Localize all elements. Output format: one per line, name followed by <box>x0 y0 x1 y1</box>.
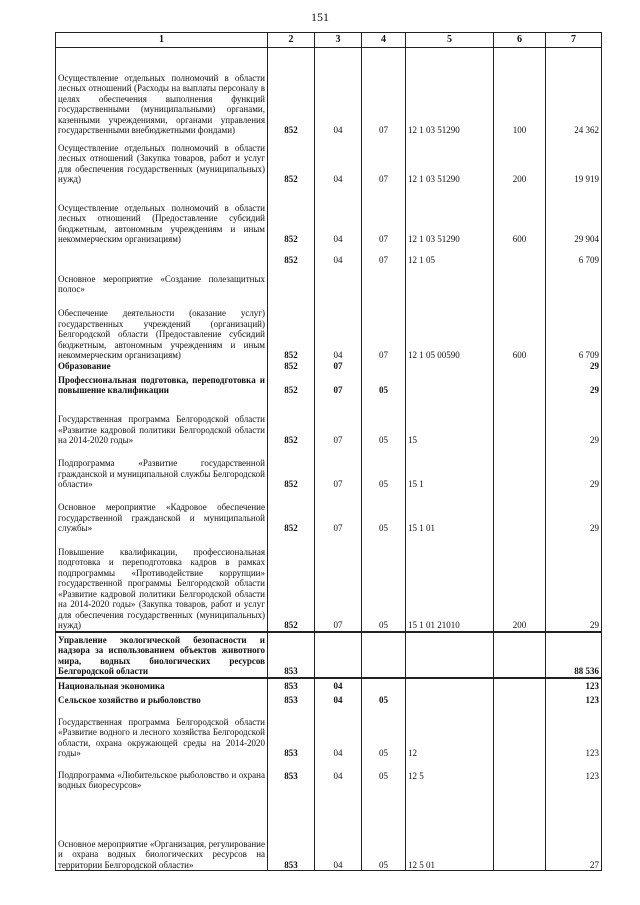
cell-rz: 04 <box>315 185 362 245</box>
cell-ved: 853 <box>268 759 315 791</box>
cell-sum: 29 904 <box>546 185 602 245</box>
cell-ved: 852 <box>268 245 315 295</box>
row-description <box>56 295 268 361</box>
row-description <box>56 791 268 871</box>
cell-sum: 29 <box>546 534 602 632</box>
cell-csr: 12 5 <box>406 759 494 791</box>
cell-sum: 6 709 <box>546 295 602 361</box>
cell-csr <box>406 361 494 372</box>
row-description <box>56 678 268 692</box>
cell-rz: 07 <box>315 534 362 632</box>
cell-pr: 07 <box>362 136 406 185</box>
row-text: Повышение квалификации, профессиональная подготовка и переподготовка кадров в рамках подпрограммы «Противодействие коррупции» государственной программы Белгородской области «Развитие кадровой политики Белгородской области на 2014-2020 годы» (Закупка товаров, работ и услуг для обеспечения государственных (муниципальных) нужд) <box>58 546 265 630</box>
row-text: Осуществление отдельных полномочий в области лесных отношений (Предоставление субсидий бюджетным, автономным учреждениям и иным некоммерческим организациям) <box>58 202 265 244</box>
cell-csr: 12 1 03 51290 <box>406 48 494 136</box>
cell-rz: 04 <box>315 295 362 361</box>
cell-sum: 123 <box>546 692 602 706</box>
row-description <box>56 185 268 245</box>
cell-vr: 200 <box>494 136 546 185</box>
row-description <box>56 396 268 446</box>
cell-ved: 853 <box>268 791 315 871</box>
cell-vr <box>494 692 546 706</box>
cell-rz: 07 <box>315 490 362 534</box>
cell-ved: 853 <box>268 678 315 692</box>
budget-table <box>55 32 602 871</box>
row-text: Государственная программа Белгородской области «Развитие кадровой политики Белгородской области на 2014-2020 годы» <box>58 414 265 445</box>
row-description <box>56 48 268 136</box>
cell-ved: 852 <box>268 136 315 185</box>
col-header-2: 2 <box>268 33 315 48</box>
cell-csr: 12 1 05 00590 <box>406 295 494 361</box>
cell-pr: 07 <box>362 245 406 295</box>
row-text: Управление экологической безопасности и надзора за использованием объектов животного мира, водных биологических ресурсов Белгородской области <box>58 634 265 676</box>
cell-sum: 27 <box>546 791 602 871</box>
cell-csr: 12 1 05 <box>406 245 494 295</box>
cell-pr: 05 <box>362 534 406 632</box>
col-header-5: 5 <box>406 33 494 48</box>
cell-ved: 852 <box>268 372 315 396</box>
row-description <box>56 136 268 185</box>
cell-sum: 6 709 <box>546 245 602 295</box>
cell-vr <box>494 372 546 396</box>
cell-vr <box>494 678 546 692</box>
cell-rz: 04 <box>315 692 362 706</box>
row-text: Основное мероприятие «Создание полезащитных полос» <box>58 273 265 294</box>
cell-rz: 04 <box>315 136 362 185</box>
cell-pr <box>362 361 406 372</box>
page-number: 151 <box>311 10 329 24</box>
cell-vr <box>494 706 546 759</box>
cell-csr: 15 1 01 21010 <box>406 534 494 632</box>
cell-vr <box>494 791 546 871</box>
cell-ved: 852 <box>268 361 315 372</box>
cell-rz: 07 <box>315 446 362 490</box>
cell-vr: 600 <box>494 185 546 245</box>
cell-pr: 05 <box>362 446 406 490</box>
cell-rz: 04 <box>315 791 362 871</box>
cell-rz: 04 <box>315 48 362 136</box>
row-description <box>56 759 268 791</box>
cell-vr <box>494 361 546 372</box>
col-header-6: 6 <box>494 33 546 48</box>
cell-sum: 29 <box>546 446 602 490</box>
cell-ved: 852 <box>268 185 315 245</box>
table-row <box>56 692 602 706</box>
table-row <box>56 791 602 871</box>
cell-ved: 852 <box>268 396 315 446</box>
cell-csr <box>406 632 494 678</box>
row-text: Профессиональная подготовка, переподготовка и повышение квалификации <box>58 374 265 395</box>
table-row <box>56 295 602 361</box>
cell-csr: 15 1 01 <box>406 490 494 534</box>
row-text: Подпрограмма «Любительское рыболовство и охрана водных биоресурсов» <box>58 769 265 790</box>
row-text: Национальная экономика <box>58 681 165 691</box>
cell-pr: 05 <box>362 396 406 446</box>
row-text: Подпрограмма «Развитие государственной гражданской и муниципальной службы Белгородской области» <box>58 458 265 489</box>
table-row <box>56 759 602 791</box>
cell-csr <box>406 692 494 706</box>
cell-pr: 05 <box>362 372 406 396</box>
cell-rz <box>315 632 362 678</box>
cell-csr: 15 <box>406 396 494 446</box>
table-row <box>56 185 602 245</box>
table-row <box>56 446 602 490</box>
row-description <box>56 692 268 706</box>
cell-vr <box>494 396 546 446</box>
row-description <box>56 361 268 372</box>
cell-rz: 07 <box>315 361 362 372</box>
cell-rz: 04 <box>315 245 362 295</box>
row-text: Осуществление отдельных полномочий в области лесных отношений (Закупка товаров, работ и услуг для обеспечения государственных (муниципальных) нужд) <box>58 142 265 184</box>
cell-pr: 05 <box>362 791 406 871</box>
cell-vr: 600 <box>494 295 546 361</box>
cell-vr <box>494 632 546 678</box>
cell-vr <box>494 446 546 490</box>
cell-sum: 29 <box>546 490 602 534</box>
cell-ved: 852 <box>268 48 315 136</box>
cell-pr: 05 <box>362 490 406 534</box>
cell-csr: 15 1 <box>406 446 494 490</box>
cell-pr <box>362 678 406 692</box>
cell-vr: 100 <box>494 48 546 136</box>
col-header-3: 3 <box>315 33 362 48</box>
cell-pr: 05 <box>362 759 406 791</box>
row-description <box>56 245 268 295</box>
cell-sum: 123 <box>546 759 602 791</box>
cell-csr: 12 1 03 51290 <box>406 136 494 185</box>
cell-pr: 07 <box>362 185 406 245</box>
row-text: Основное мероприятие «Кадровое обеспечение государственной гражданской и муниципальной службы» <box>58 502 265 533</box>
cell-ved: 852 <box>268 295 315 361</box>
row-description <box>56 490 268 534</box>
table-row <box>56 534 602 632</box>
cell-sum: 29 <box>546 396 602 446</box>
cell-ved: 852 <box>268 446 315 490</box>
cell-vr <box>494 490 546 534</box>
table-row <box>56 490 602 534</box>
cell-sum: 123 <box>546 706 602 759</box>
row-description <box>56 534 268 632</box>
cell-ved: 852 <box>268 534 315 632</box>
cell-rz: 07 <box>315 372 362 396</box>
row-text: Основное мероприятие «Организация, регулирование и охрана водных биологических ресурсов на территории Белгородской области» <box>58 838 265 870</box>
cell-ved: 853 <box>268 692 315 706</box>
cell-sum: 123 <box>546 678 602 692</box>
cell-rz: 04 <box>315 678 362 692</box>
cell-sum: 29 <box>546 372 602 396</box>
row-text: Осуществление отдельных полномочий в области лесных отношений (Расходы на выплаты персоналу в целях обеспечения выполнения функций государственными (муниципальными) органами, казенными учреждениями, органами управления государственными внебюджетными фондами) <box>58 72 265 135</box>
cell-pr: 07 <box>362 48 406 136</box>
cell-csr: 12 5 01 <box>406 791 494 871</box>
row-description <box>56 372 268 396</box>
table-row <box>56 245 602 295</box>
col-header-1: 1 <box>56 33 268 48</box>
row-description <box>56 706 268 759</box>
table-row <box>56 372 602 396</box>
row-description <box>56 446 268 490</box>
cell-sum: 88 536 <box>546 632 602 678</box>
cell-rz: 07 <box>315 396 362 446</box>
cell-csr: 12 1 03 51290 <box>406 185 494 245</box>
cell-vr: 200 <box>494 534 546 632</box>
row-text: Сельское хозяйство и рыболовство <box>58 695 201 705</box>
table-row <box>56 678 602 692</box>
cell-csr: 12 <box>406 706 494 759</box>
col-header-4: 4 <box>362 33 406 48</box>
cell-vr <box>494 245 546 295</box>
cell-pr: 05 <box>362 706 406 759</box>
cell-sum: 24 362 <box>546 48 602 136</box>
table-row <box>56 632 602 678</box>
table-row <box>56 48 602 136</box>
row-description <box>56 632 268 678</box>
row-text: Образование <box>58 361 111 371</box>
col-header-7: 7 <box>546 33 602 48</box>
table-row <box>56 706 602 759</box>
cell-ved: 853 <box>268 632 315 678</box>
cell-vr <box>494 759 546 791</box>
cell-pr: 05 <box>362 692 406 706</box>
cell-ved: 852 <box>268 490 315 534</box>
cell-csr <box>406 678 494 692</box>
cell-rz: 04 <box>315 759 362 791</box>
row-text: Государственная программа Белгородской области «Развитие водного и лесного хозяйства Белгородской области, охрана окружающей среды на 2014-2020 годы» <box>58 716 265 758</box>
cell-sum: 19 919 <box>546 136 602 185</box>
header-row <box>56 33 602 48</box>
table-row <box>56 136 602 185</box>
cell-rz: 04 <box>315 706 362 759</box>
row-text: Обеспечение деятельности (оказание услуг) государственных учреждений (организаций) Белгородской области (Предоставление субсидий бюджетным, автономным учреждениям и иным некоммерческим организациям) <box>58 308 265 360</box>
table-row <box>56 396 602 446</box>
cell-pr: 07 <box>362 295 406 361</box>
cell-csr <box>406 372 494 396</box>
cell-sum: 29 <box>546 361 602 372</box>
table-row <box>56 361 602 372</box>
cell-pr <box>362 632 406 678</box>
cell-ved: 853 <box>268 706 315 759</box>
